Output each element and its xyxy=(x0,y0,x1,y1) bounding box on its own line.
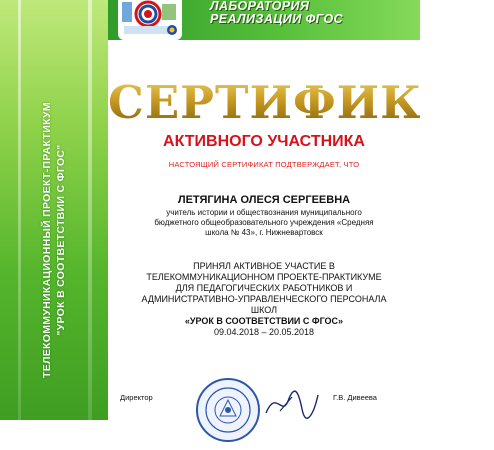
director-role: Директор xyxy=(120,393,153,402)
participation-line: ТЕЛЕКОММУНИКАЦИОННОМ ПРОЕКТЕ-ПРАКТИКУМЕ xyxy=(146,272,382,282)
project-dates: 09.04.2018 – 20.05.2018 xyxy=(213,327,315,337)
project-name-line2: "УРОК В СООТВЕТСТВИИ С ФГОС" xyxy=(55,144,67,336)
project-name-line1: ТЕЛЕКОММУНИКАЦИОННЫЙ ПРОЕКТ-ПРАКТИКУМ xyxy=(41,102,53,378)
participation-text xyxy=(108,261,420,338)
participation-line: АДМИНИСТРАТИВНО-УПРАВЛЕНЧЕСКОГО ПЕРСОНАЛА xyxy=(141,294,387,304)
director-name: Г.В. Дивеева xyxy=(333,393,377,402)
official-seal xyxy=(196,378,260,442)
course-title: «УРОК В СООТВЕТСТВИИ С ФГОС» xyxy=(184,316,344,326)
laboratory-logo xyxy=(118,0,182,40)
certificate-subtitle: АКТИВНОГО УЧАСТНИКА xyxy=(163,133,365,150)
certificate-title: СЕРТИФИКАТ xyxy=(108,74,420,132)
band-stripe xyxy=(88,0,92,420)
laboratory-title-line1: ЛАБОРАТОРИЯ xyxy=(210,0,310,13)
seal-icon xyxy=(198,380,258,440)
participation-line: ДЛЯ ПЕДАГОГИЧЕСКИХ РАБОТНИКОВ И xyxy=(175,283,353,293)
participation-line: ШКОЛ xyxy=(250,305,278,315)
laboratory-logo-icon xyxy=(118,0,182,40)
laboratory-title-line2: РЕАЛИЗАЦИИ ФГОС xyxy=(210,12,344,26)
side-band xyxy=(0,0,108,420)
project-name-vertical xyxy=(40,30,68,450)
participation-line: ПРИНЯЛ АКТИВНОЕ УЧАСТИЕ В xyxy=(193,261,335,271)
signature xyxy=(262,383,322,423)
laboratory-title xyxy=(210,0,410,26)
confirmation-text: НАСТОЯЩИЙ СЕРТИФИКАТ ПОДТВЕРЖДАЕТ, ЧТО xyxy=(168,160,360,169)
band-stripe xyxy=(18,0,21,420)
recipient-name: ЛЕТЯГИНА ОЛЕСЯ СЕРГЕЕВНА xyxy=(177,194,351,206)
signature-icon xyxy=(262,383,322,423)
recipient-position: учитель истории и обществознания муниципального бюджетного общеобразовательного учреждения «Средняя школа № 43», г. Нижневартовск xyxy=(154,208,374,237)
